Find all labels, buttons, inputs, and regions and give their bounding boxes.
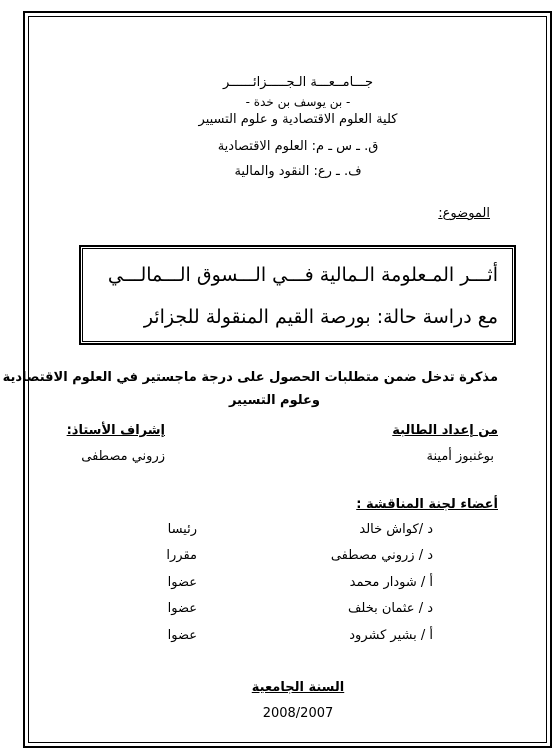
committee-member-name: أ / شودار محمد (349, 575, 433, 590)
prepared-by-label: من إعداد الطالبة (392, 423, 498, 438)
title-line-2: مع دراسة حالة: بورصة القيم المنقولة للجزائر (143, 306, 498, 328)
supervisor-name: زروني مصطفى (81, 449, 165, 464)
supervisor-label: إشراف الأستاذ: (66, 423, 165, 438)
university-branch: - بن يوسف بن خدة - (245, 95, 351, 109)
faculty-name: كلية العلوم الاقتصادية و علوم التسيير (198, 112, 398, 127)
department-name: ق. ـ س ـ م: العلوم الاقتصادية (217, 139, 379, 154)
academic-year-value: 2008/2007 (262, 706, 334, 721)
student-name: بوغنبوز أمينة (426, 449, 494, 464)
committee-label-text: أعضاء لجنة المناقشة : (356, 497, 498, 512)
committee-member-role: مقررا (166, 548, 197, 563)
committee-member-role: عضوا (167, 601, 197, 616)
committee-member-name: د /كواش خالد (359, 522, 433, 537)
committee-label (356, 497, 498, 512)
academic-year-label (18, 680, 560, 695)
committee-member-name: د / زروني مصطفى (330, 548, 433, 563)
thesis-note-line-2: وعلوم التسيير (228, 393, 320, 408)
committee-member-name: د / عثمان بخلف (347, 601, 433, 616)
thesis-note-line-1: مذكرة تدخل ضمن متطلبات الحصول على درجة ماجستير في العلوم الاقتصادية (2, 370, 498, 385)
committee-member-name: أ / بشير كشرود (349, 628, 433, 643)
specialty-name: ف. ـ رع: النقود والمالية (234, 164, 362, 179)
committee-member-role: عضوا (167, 575, 197, 590)
academic-year-label-text: السنة الجامعية (251, 680, 345, 695)
committee-member-role: رئيسا (167, 522, 197, 537)
university-name: جـــامــعـــة الـجـــــزائــــــر (222, 75, 374, 90)
title-line-1: أثـــر المـعلومة الـمالية فـــي الـــسوق الـــمالـــي (107, 264, 498, 286)
committee-member-role: عضوا (167, 628, 197, 643)
subject-label: الموضوع: (438, 206, 490, 221)
